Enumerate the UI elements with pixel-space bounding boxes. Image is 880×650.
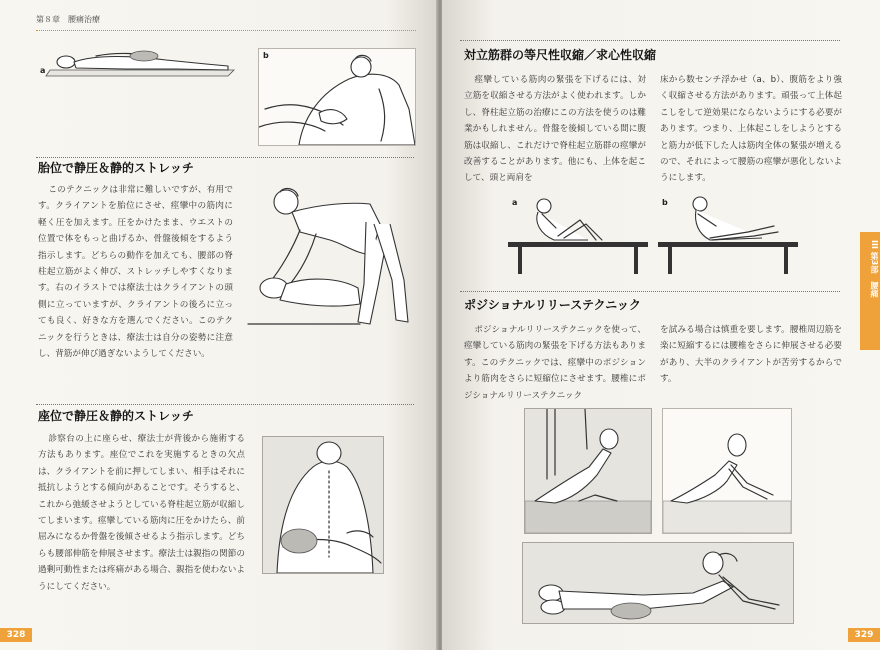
page-number-right: 329 bbox=[848, 628, 880, 642]
left-page bbox=[0, 0, 438, 650]
page-number-left: 328 bbox=[0, 628, 32, 642]
figure-positional-release-bolster bbox=[522, 542, 794, 624]
paragraph: このテクニックは非常に難しいですが、有用です。クライアントを胎位にさせ、痙攣中の筋肉に軽く圧を加えます。圧をかけたまま、ウエストの位置で体をもっと曲げるか、骨盤後傾をするよう指示します。どちらの動作を加えても、腰部の脊柱起立筋がよく伸び、ストレッチしやすくなります。右のイラストでは療法士はクライアントの頭側に立っていますが、クライアントの後ろに立っても良く、好きな方を選んでください。このテクニックを行うときは、療法士は自分の姿勢に注意し、背筋が伸び過ぎないようしてください。 bbox=[38, 185, 233, 360]
section-rule bbox=[460, 291, 840, 292]
paragraph: 痙攣している筋肉の緊張を下げるには、対立筋を収縮させる方法がよく使われます。しかし、脊柱起立筋の治療にこの方法を使うのは難業かもしれません。骨盤を後傾している間に腹筋は収縮し、これだけで脊柱起立筋群の痙攣が改善することがあります。他にも、上体を起こして、頭と両肩を bbox=[464, 75, 646, 184]
paragraph: 床から数センチ浮かせ（a、b）、腹筋をより強く収縮させる方法があります。頑張って上体起こしをして逆効果にならないようにする必要があります。つまり、上体起こしをしようとすると筋力が低下した人は筋肉全体の緊張が増えるので、それによって腰筋の痙攣が悪化しないようにします。 bbox=[660, 75, 842, 184]
figure-positional-release-prone-prop bbox=[662, 408, 792, 534]
figure-label-b: b bbox=[263, 51, 269, 60]
paragraph: を試みる場合は慎重を要します。腰椎周辺筋を楽に短縮するには腰椎をさらに伸展させる必要があり、大半のクライアントが苦労するからです。 bbox=[660, 325, 842, 385]
section-rule bbox=[460, 40, 840, 41]
figure-curl-up-b bbox=[658, 192, 798, 274]
section-body-positional-col2 bbox=[660, 322, 842, 388]
section-body-fetal bbox=[38, 182, 233, 362]
section-title-isometric: 対立筋群の等尺性収縮／求心性収縮 bbox=[464, 48, 657, 62]
section-body-seated bbox=[38, 431, 245, 595]
figure-positional-release-assisted bbox=[524, 408, 652, 534]
figure-curl-up-a bbox=[508, 192, 648, 274]
figure-therapist-sidelying bbox=[258, 48, 416, 146]
figure-label-a: a bbox=[40, 66, 46, 75]
section-title-positional-release: ポジショナルリリーステクニック bbox=[464, 298, 641, 312]
running-head-rule bbox=[36, 30, 416, 31]
right-page bbox=[442, 0, 880, 650]
figure-label-a: a bbox=[512, 198, 518, 207]
running-head: 第８章 腰痛治療 bbox=[36, 15, 100, 24]
figure-prone-lying bbox=[36, 44, 242, 80]
section-title-fetal: 胎位で静圧＆静的ストレッチ bbox=[38, 161, 194, 175]
section-rule bbox=[36, 404, 414, 405]
section-rule bbox=[36, 157, 414, 158]
section-body-isometric-col2 bbox=[660, 72, 842, 187]
chapter-side-tab bbox=[860, 232, 880, 350]
figure-seated-stretch bbox=[262, 436, 384, 574]
figure-fetal-stretch bbox=[240, 184, 416, 334]
paragraph: ポジショナルリリーステクニックを使って、痙攣している筋肉の緊張を下げる方法もあります。このテクニックでは、痙攣中のポジションより筋肉をさらに短縮位にさせます。腰椎にポジショナルリリーステクニック bbox=[464, 325, 646, 401]
section-body-positional-col1 bbox=[464, 322, 646, 404]
figure-label-b: b bbox=[662, 198, 668, 207]
section-title-seated: 座位で静圧＆静的ストレッチ bbox=[38, 409, 194, 423]
paragraph: 診察台の上に座らせ、療法士が背後から施術する方法もあります。座位でこれを実施するときの欠点は、クライアントを前に押してしまい、相手はそれに抵抗しようとする傾向があることです。そうすると、これから弛緩させようとしている脊柱起立筋が収縮してしまいます。痙攣している筋肉に圧をかけたら、前屈みになるか骨盤を後傾させるよう指示します。どちらも腰部伸筋を伸展させます。療法士は親指の関節の過剰可動性または疼痛がある場合、親指を使わないようにしてください。 bbox=[38, 434, 245, 592]
chapter-side-tab-label: III 第3部 腰痛 bbox=[870, 240, 879, 298]
section-body-isometric-col1 bbox=[464, 72, 646, 187]
